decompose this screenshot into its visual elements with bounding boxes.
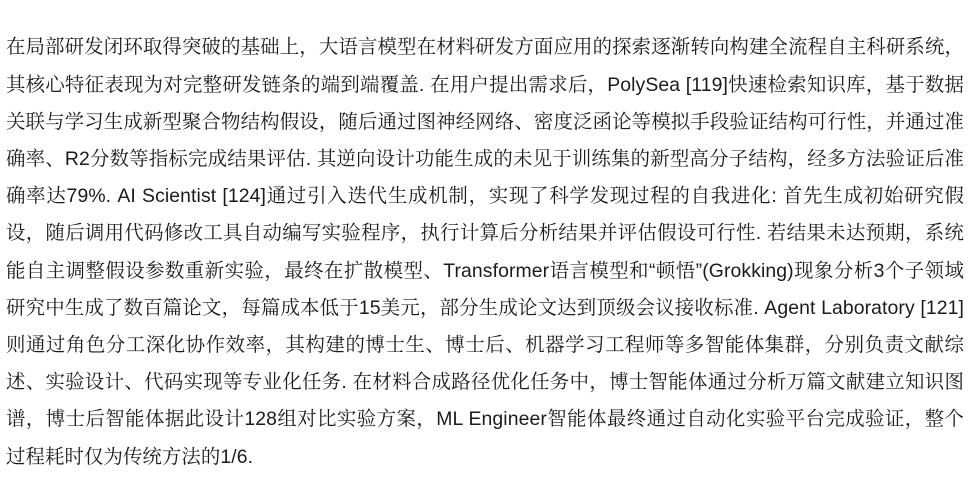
body-paragraph: 在局部研发闭环取得突破的基础上，大语言模型在材料研发方面应用的探索逐渐转向构建全流程自主科研系统，其核心特征表现为对完整研发链条的端到端覆盖. 在用户提出需求后，PolySea [119]快速检索知识库，基于数据关联与学习生成新型聚合物结构假设，随后通过图神经网络、密度泛函论等模拟手段验证结构可行性，并通过准确率、R2分数等指标完成结果评估. 其逆向设计功能生成的未见于训练集的新型高分子结构，经多方法验证后准确率达79%. AI Scientist [124]通过引入迭代生成机制，实现了科学发现过程的自我进化: 首先生成初始研究假设，随后调用代码修改工具自动编写实验程序，执行计算后分析结果并评估假设可行性. 若结果未达预期，系统能自主调整假设参数重新实验，最终在扩散模型、Transformer语言模型和“顿悟”(Grokking)现象分析3个子领域研究中生成了数百篇论文，每篇成本低于15美元，部分生成论文达到顶级会议接收标准. Agent Laboratory [121]则通过角色分工深化协作效率，其构建的博士生、博士后、机器学习工程师等多智能体集群，分别负责文献综述、实验设计、代码实现等专业化任务. 在材料合成路径优化任务中，博士智能体通过分析万篇文献建立知识图谱，博士后智能体据此设计128组对比实验方案，ML Engineer智能体最终通过自动化实验平台完成验证，整个过程耗时仅为传统方法的1/6. xyxy=(6,36,964,468)
